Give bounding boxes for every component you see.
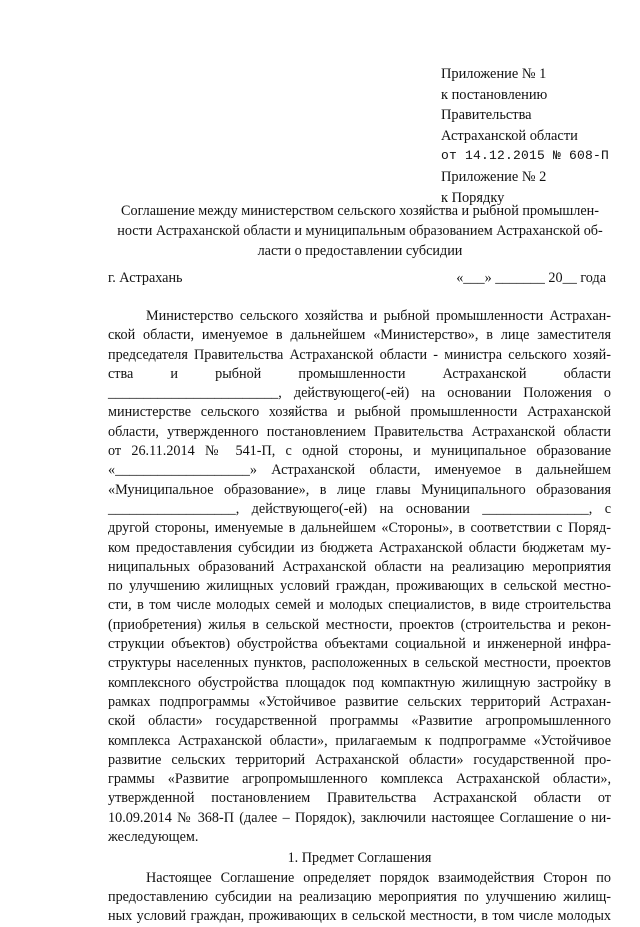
section-line: предоставлению субсидии на реализацию мероприятия по улучшению жилищ-	[108, 888, 611, 905]
body-line: ком предоставления субсидии из бюджета Астраханской области бюджетам му-	[108, 539, 611, 556]
body-line: от 26.11.2014 № 541-П, с одной стороны, и муниципальное образование	[108, 443, 611, 460]
body-line: ской области, именуемое в дальнейшем «Министерство», в лице заместителя	[108, 327, 611, 344]
body-line: области, утвержденного постановлением Правительства Астраханской области	[108, 423, 611, 440]
section-line: ных условий граждан, проживающих в сельской местности, в том числе молодых	[108, 908, 611, 925]
appendix-government: Правительства	[441, 107, 532, 124]
body-line: «___________________» Астраханской области, именуемое в дальнейшем	[108, 462, 611, 479]
appendix-to-order: к Порядку	[441, 189, 505, 206]
appendix-number: Приложение № 1	[441, 66, 547, 82]
agreement-body	[108, 307, 611, 927]
body-line: по улучшению жилищных условий граждан, проживающих в сельской местно-	[108, 578, 611, 595]
body-line: 10.09.2014 № 368-П (далее – Порядок), заключили настоящее Соглашение о ни-	[108, 809, 611, 826]
body-line: (приобретения) жилья в сельской местности, проектов (строительства и рекон-	[108, 616, 611, 633]
body-line: ________________________, действующего(-ей) на основании Положения о	[108, 385, 611, 402]
body-line: структуры населенных пунктов, расположенных в сельской местности, проектов	[108, 655, 611, 672]
appendix-date-number: от 14.12.2015 № 608-П	[441, 148, 610, 164]
body-line: граммы «Развитие агропромышленного комплекса Астраханской области»,	[108, 771, 611, 788]
body-line: Министерство сельского хозяйства и рыбной промышленности Астрахан-	[146, 308, 611, 324]
body-line: председателя Правительства Астраханской области - министра сельского хозяй-	[108, 346, 611, 363]
appendix-region: Астраханской области	[441, 127, 578, 144]
body-line: ства и рыбной промышленности Астраханской области	[108, 365, 611, 382]
body-line: комплекса Астраханской области», прилагаемым к подпрограмме «Устойчивое	[108, 732, 611, 749]
body-line: ской области» государственной программы «Развитие агропромышленного	[108, 713, 611, 730]
body-line: струкции объектов) обустройства объектами социальной и инженерной инфра-	[108, 636, 611, 653]
appendix-block	[441, 64, 631, 208]
body-line: жеследующем.	[108, 829, 199, 846]
section-title: 1. Предмет Соглашения	[287, 850, 432, 867]
body-line: утвержденной постановлением Правительства Астраханской области от	[108, 790, 611, 807]
body-line: развитие сельских территорий Астраханской области» государственной про-	[108, 751, 611, 768]
agreement-date-blank: «___» _______ 20__ года	[456, 270, 606, 286]
title-line: Соглашение между министерством сельского хозяйства и рыбной промышлен-	[121, 203, 599, 219]
body-line: комплексного обустройства площадок под компактную жилищную застройку в	[108, 674, 611, 691]
body-line: «Муниципальное образование», в лице главы Муниципального образования	[108, 481, 611, 498]
title-line: ласти о предоставлении субсидии	[257, 243, 463, 259]
body-line: министерстве сельского хозяйства и рыбной промышленности Астраханской	[108, 404, 611, 421]
title-line: ности Астраханской области и муниципальным образованием Астраханской об-	[117, 223, 603, 239]
appendix-2-number: Приложение № 2	[441, 168, 547, 185]
section-line: Настоящее Соглашение определяет порядок взаимодействия Сторон по	[146, 869, 611, 886]
body-line: рамках подпрограммы «Устойчивое развитие сельских территорий Астрахан-	[108, 693, 611, 710]
body-line: сти, в том числе молодых семей и молодых специалистов, в виде строительства	[108, 597, 611, 614]
appendix-to-resolution: к постановлению	[441, 86, 548, 103]
body-line: другой стороны, именуемые в дальнейшем «Стороны», в соответствии с Поряд-	[108, 520, 611, 537]
body-line: ниципальных образований Астраханской области на реализацию мероприятия	[108, 558, 611, 575]
agreement-title	[108, 201, 612, 261]
city: г. Астрахань	[108, 270, 183, 286]
place-date-row	[108, 270, 606, 290]
body-line: __________________, действующего(-ей) на основании _______________, с	[108, 500, 611, 517]
